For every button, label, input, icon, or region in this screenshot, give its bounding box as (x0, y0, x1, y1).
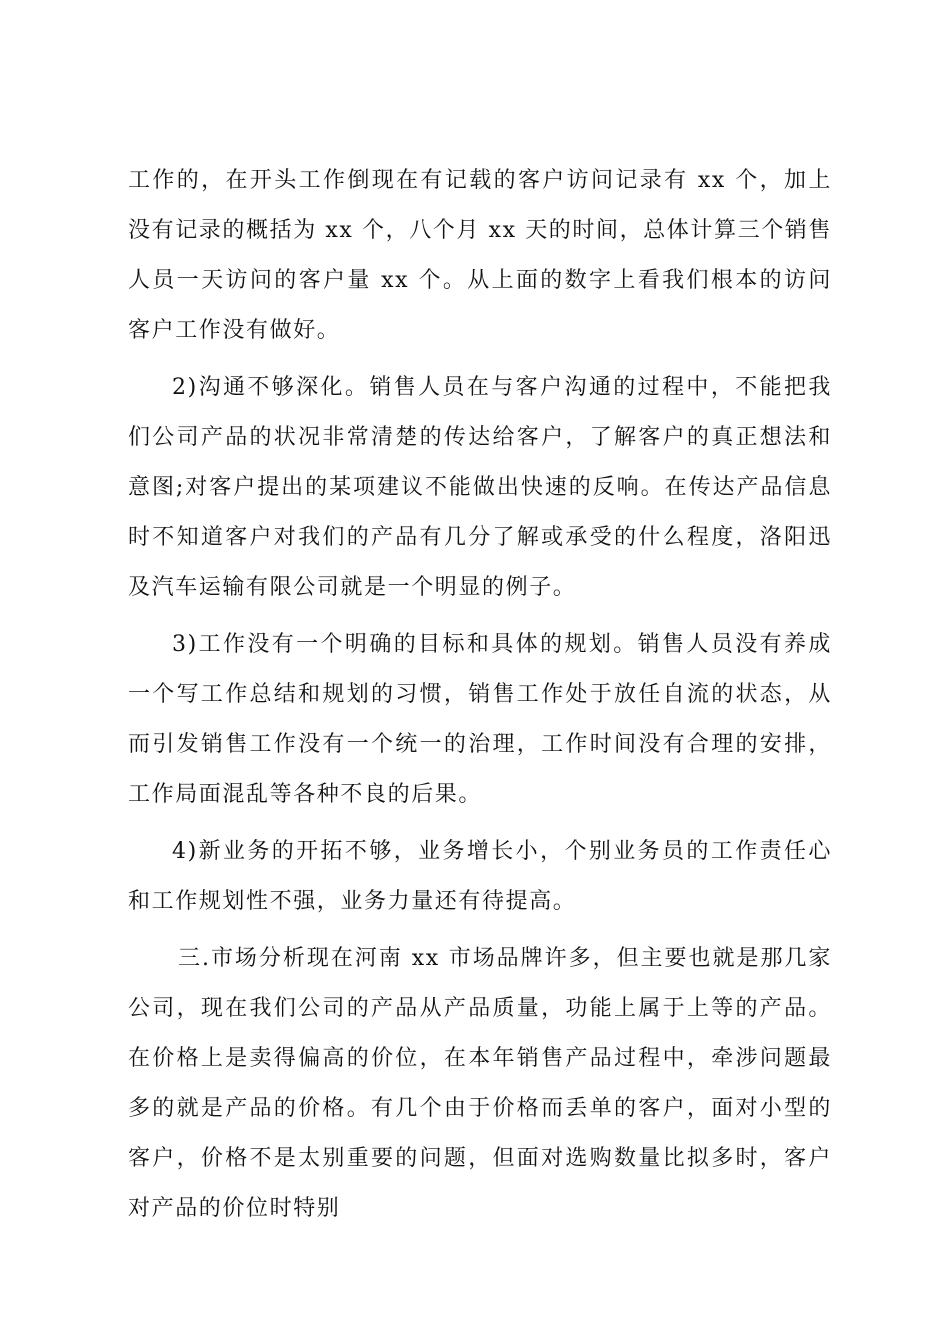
paragraph-item-4: 4)新业务的开拓不够，业务增长小，个别业务员的工作责任心和工作规划性不强，业务力量还有待提高。 (128, 839, 832, 914)
paragraph-section-3: 三.市场分析现在河南 xx 市场品牌许多，但主要也就是那几家公司，现在我们公司的产品从产品质量，功能上属于上等的产品。在价格上是卖得偏高的价位，在本年销售产品过程中，牵涉问题最多的就是产品的价格。有几个由于价格而丢单的客户，面对小型的客户，价格不是太别重要的问题，但面对选购数量比拟多时，客户对产品的价位时特别 (128, 946, 832, 1221)
paragraph-item-2: 2)沟通不够深化。销售人员在与客户沟通的过程中，不能把我们公司产品的状况非常清楚的传达给客户，了解客户的真正想法和意图;对客户提出的某项建议不能做出快速的反响。在传达产品信息时不知道客户对我们的产品有几分了解或承受的什么程度，洛阳迅及汽车运输有限公司就是一个明显的例子。 (128, 375, 832, 600)
paragraph-item-3: 3)工作没有一个明确的目标和具体的规划。销售人员没有养成一个写工作总结和规划的习惯，销售工作处于放任自流的状态，从而引发销售工作没有一个统一的治理，工作时间没有合理的安排，工作局面混乱等各种不良的后果。 (128, 632, 832, 807)
document-body (128, 156, 832, 1241)
paragraph-continuation: 工作的，在开头工作倒现在有记载的客户访问记录有 xx 个，加上没有记录的概括为 xx 个，八个月 xx 天的时间，总体计算三个销售人员一天访问的客户量 xx 个。从上面的数字上看我们根本的访问客户工作没有做好。 (128, 168, 833, 343)
